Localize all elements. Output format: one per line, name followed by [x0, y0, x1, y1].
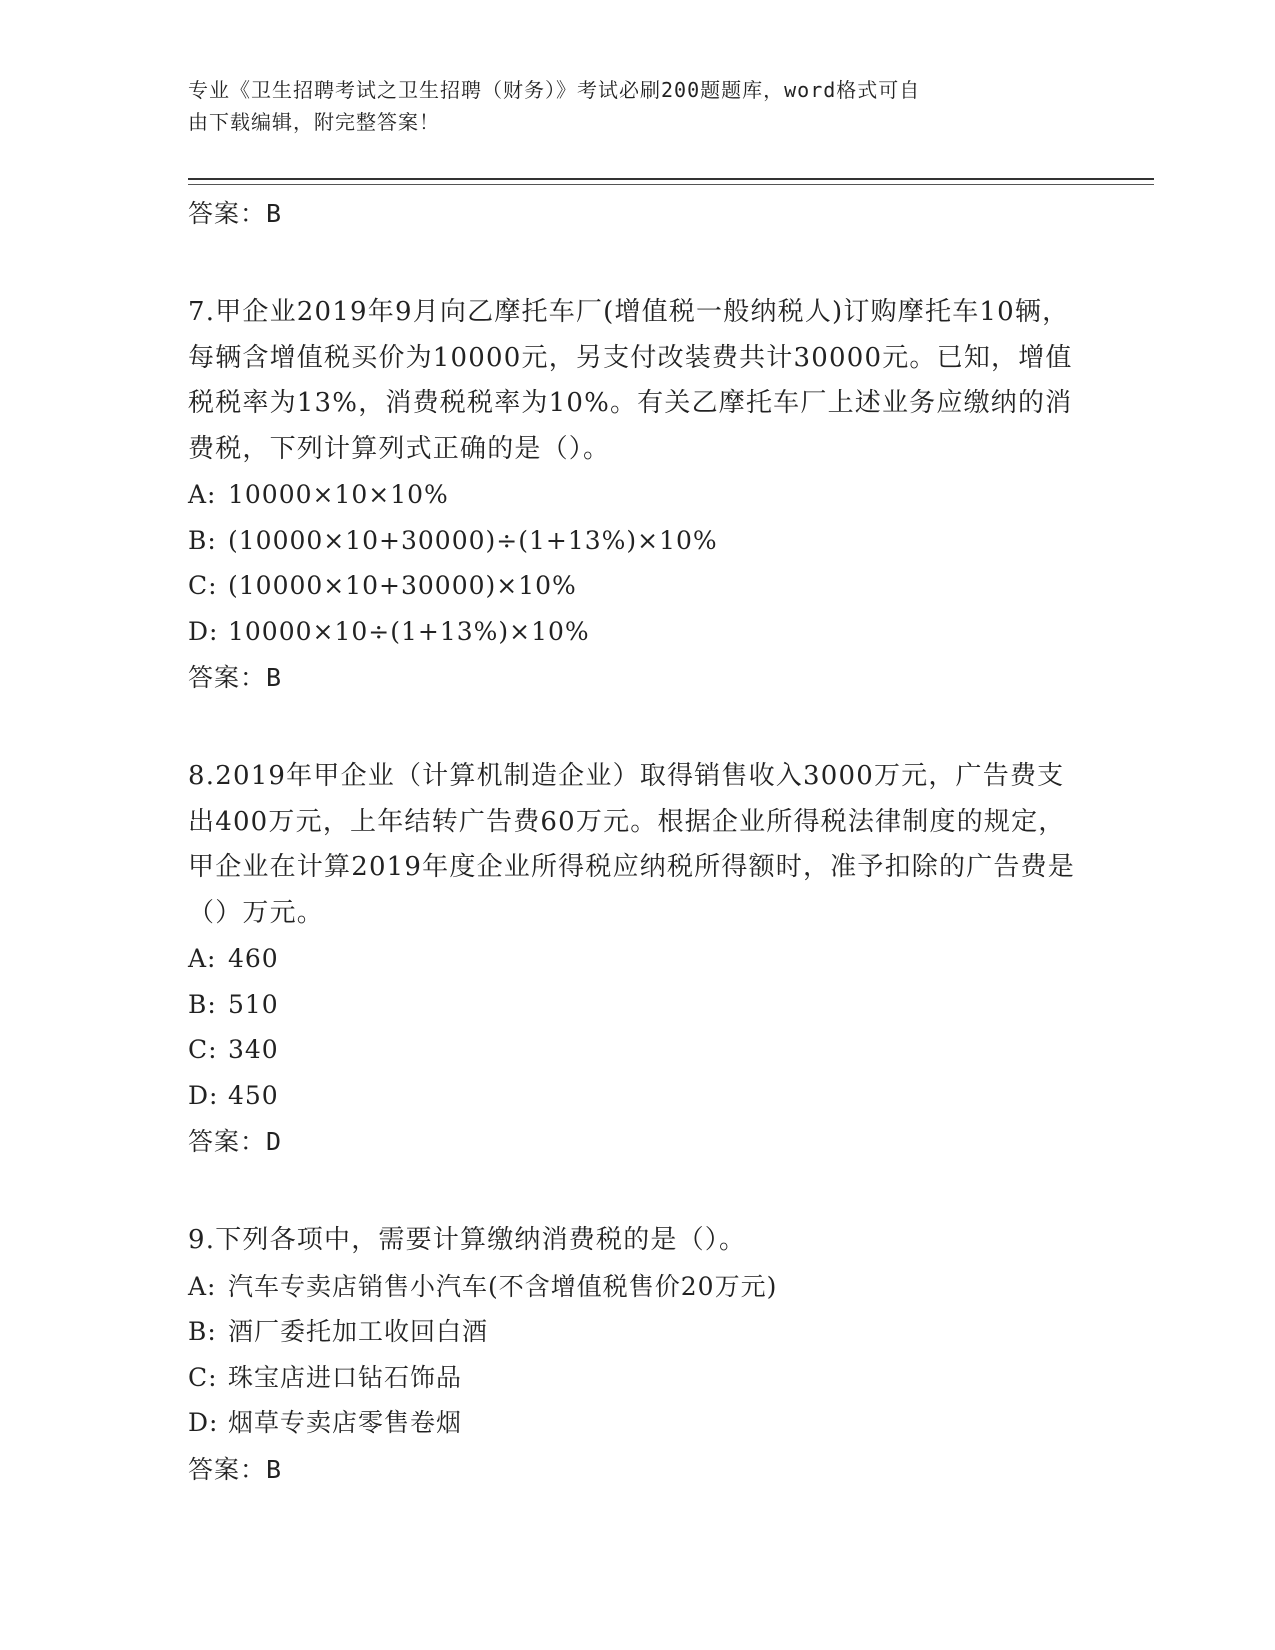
option-letter: D:: [188, 1408, 219, 1437]
option-letter: A:: [188, 480, 217, 509]
previous-answer: 答案：B: [188, 199, 283, 228]
option-text: 烟草专卖店零售卷烟: [228, 1408, 463, 1437]
question-8: [188, 754, 1088, 1160]
option-c: [188, 1355, 1088, 1401]
option-letter: B:: [188, 525, 217, 555]
header-line-1: 专业《卫生招聘考试之卫生招聘（财务）》考试必刷200题题库，word格式可自: [188, 78, 921, 102]
option-text: 珠宝店进口钻石饰品: [228, 1362, 463, 1392]
option-text: (10000×10+30000)÷(1+13%)×10%: [228, 525, 718, 555]
option-text: 10000×10÷(1+13%)×10%: [228, 616, 590, 646]
option-text: 10000×10×10%: [228, 480, 449, 509]
option-d: [188, 609, 1088, 655]
option-letter: C:: [188, 1035, 218, 1064]
header-divider-thick: [188, 178, 1154, 180]
option-letter: C:: [188, 571, 218, 600]
answer: 答案：D: [188, 1127, 283, 1156]
option-letter: B:: [188, 1317, 217, 1346]
option-letter: D:: [188, 616, 219, 646]
option-letter: C:: [188, 1362, 218, 1392]
question-stem: 7.甲企业2019年9月向乙摩托车厂(增值税一般纳税人)订购摩托车10辆，每辆含增值税买价为10000元，另支付改装费共计30000元。已知，增值税税率为13%，消费税税率为10%。有关乙摩托车厂上述业务应缴纳的消费税，下列计算列式正确的是（）。: [188, 297, 1073, 464]
header-line-2: 由下载编辑，附完整答案！: [188, 110, 440, 134]
option-text: 450: [228, 1080, 279, 1110]
option-letter: B:: [188, 989, 217, 1019]
option-d: [188, 1073, 1088, 1119]
option-text: (10000×10+30000)×10%: [228, 571, 577, 600]
answer: 答案：B: [188, 663, 283, 692]
option-text: 460: [228, 944, 279, 973]
document-body: [188, 190, 1088, 1488]
option-a: [188, 936, 1088, 982]
question-stem: 8.2019年甲企业（计算机制造企业）取得销售收入3000万元，广告费支出400万元，上年结转广告费60万元。根据企业所得税法律制度的规定，甲企业在计算2019年度企业所得税应纳税所得额时，准予扣除的广告费是（）万元。: [188, 761, 1075, 928]
question-7: [188, 290, 1088, 696]
option-text: 510: [228, 989, 279, 1019]
option-a: [188, 472, 1088, 518]
document-header: [188, 74, 1088, 138]
option-text: 酒厂委托加工收回白酒: [228, 1317, 489, 1346]
option-c: [188, 1027, 1088, 1073]
option-letter: A:: [188, 1271, 217, 1301]
option-d: [188, 1400, 1088, 1446]
option-text: 340: [228, 1035, 279, 1064]
option-letter: A:: [188, 944, 217, 973]
answer: 答案：B: [188, 1454, 283, 1484]
header-divider-thin: [188, 184, 1154, 185]
option-b: [188, 1309, 1088, 1355]
option-b: [188, 518, 1088, 564]
option-a: [188, 1264, 1088, 1310]
option-text: 汽车专卖店销售小汽车(不含增值税售价20万元): [228, 1271, 778, 1301]
question-stem: 9.下列各项中，需要计算缴纳消费税的是（）。: [188, 1225, 747, 1255]
option-letter: D:: [188, 1080, 219, 1110]
option-c: [188, 563, 1088, 609]
option-b: [188, 982, 1088, 1028]
question-9: [188, 1218, 1088, 1488]
